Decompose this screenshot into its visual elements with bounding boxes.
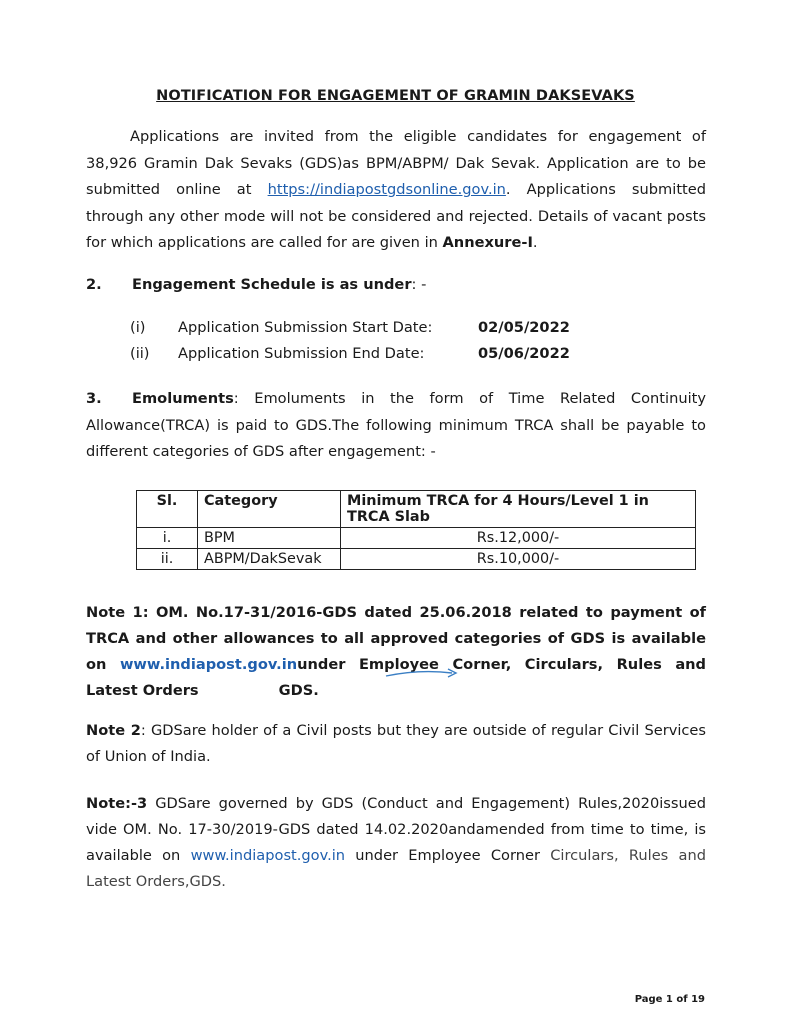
header-sl: Sl.	[137, 491, 198, 528]
cell-trca: Rs.12,000/-	[341, 528, 696, 549]
cell-sl: i.	[137, 528, 198, 549]
schedule-end-date: 05/06/2022	[478, 345, 570, 362]
application-link[interactable]: https://indiapostgdsonline.gov.in	[267, 181, 506, 198]
section-2-number: 2.	[86, 276, 102, 293]
schedule-row-start	[130, 319, 570, 336]
section-3-number: 3.	[86, 390, 102, 407]
section-2-suffix: : -	[411, 276, 427, 293]
intro-text-1: Applications are invited from the eligible candidates for engagement of 38,926 Gramin Dak Sevaks (GDS)as BPM/ABPM/ Dak Sevak. Application are to be submitted online at	[86, 128, 706, 198]
note-3-text-2: under Employee Corner	[345, 847, 540, 864]
table-row	[137, 528, 696, 549]
note-3-label: Note:-3	[86, 795, 148, 812]
note-1	[86, 600, 706, 704]
note-1-text-3: GDS.	[278, 682, 319, 699]
page-title: NOTIFICATION FOR ENGAGEMENT OF GRAMIN DAKSEVAKS	[156, 88, 635, 104]
schedule-index: (i)	[130, 319, 146, 336]
table-row	[137, 549, 696, 570]
intro-paragraph	[86, 124, 706, 257]
header-trca: Minimum TRCA for 4 Hours/Level 1 in TRCA Slab	[341, 491, 696, 528]
note-1-text-2: under Employee Corner, Circulars, Rules and Latest Orders	[86, 656, 706, 699]
note-3-text: GDSare governed by GDS (Conduct and Engagement) Rules,2020issued vide OM. No. 17-30/2019-GDS dated 14.02.2020andamended from time to time, is available on	[86, 795, 706, 864]
schedule-start-date: 02/05/2022	[478, 319, 570, 336]
intro-end: .	[532, 234, 538, 251]
note-2-label: Note 2	[86, 722, 141, 739]
note-3	[86, 791, 706, 895]
note-1-text: : OM. No.17-31/2016-GDS dated 25.06.2018 related to payment of TRCA and other allowances to all approved categories of GDS is available on	[86, 604, 706, 673]
note-2	[86, 718, 706, 770]
indiapost-link[interactable]: www.indiapost.gov.in	[119, 656, 298, 673]
section-2-heading	[86, 276, 426, 293]
schedule-row-end	[130, 345, 570, 362]
note-3-text-3: Circulars, Rules and Latest Orders,GDS.	[86, 847, 707, 890]
trca-table	[136, 490, 696, 570]
cell-trca: Rs.10,000/-	[341, 549, 696, 570]
cell-sl: ii.	[137, 549, 198, 570]
header-category: Category	[198, 491, 341, 528]
note-1-label: Note 1	[86, 604, 143, 621]
section-3-paragraph	[86, 386, 706, 466]
note-2-text: : GDSare holder of a Civil posts but they are outside of regular Civil Services of Union of India.	[86, 722, 706, 765]
arrow-icon	[384, 666, 460, 680]
indiapost-link-2[interactable]: www.indiapost.gov.in	[190, 847, 346, 864]
table-header-row	[137, 491, 696, 528]
intro-text-2: . Applications submitted through any other mode will not be considered and rejected. Details of vacant posts for which applications are called for are given in	[86, 181, 707, 251]
schedule-label: Application Submission End Date:	[178, 345, 425, 362]
schedule-label: Application Submission Start Date:	[178, 319, 433, 336]
page-number: Page 1 of 19	[634, 994, 705, 1005]
schedule-index: (ii)	[130, 345, 150, 362]
section-3-text: : Emoluments in the form of Time Related Continuity Allowance(TRCA) is paid to GDS.The following minimum TRCA shall be payable to different categories of GDS after engagement: -	[86, 390, 706, 460]
section-2-title: Engagement Schedule is as under	[132, 276, 412, 293]
cell-category: ABPM/DakSevak	[198, 549, 341, 570]
cell-category: BPM	[198, 528, 341, 549]
section-3-title: Emoluments	[132, 390, 234, 407]
annexure-ref: Annexure-I	[442, 234, 533, 251]
